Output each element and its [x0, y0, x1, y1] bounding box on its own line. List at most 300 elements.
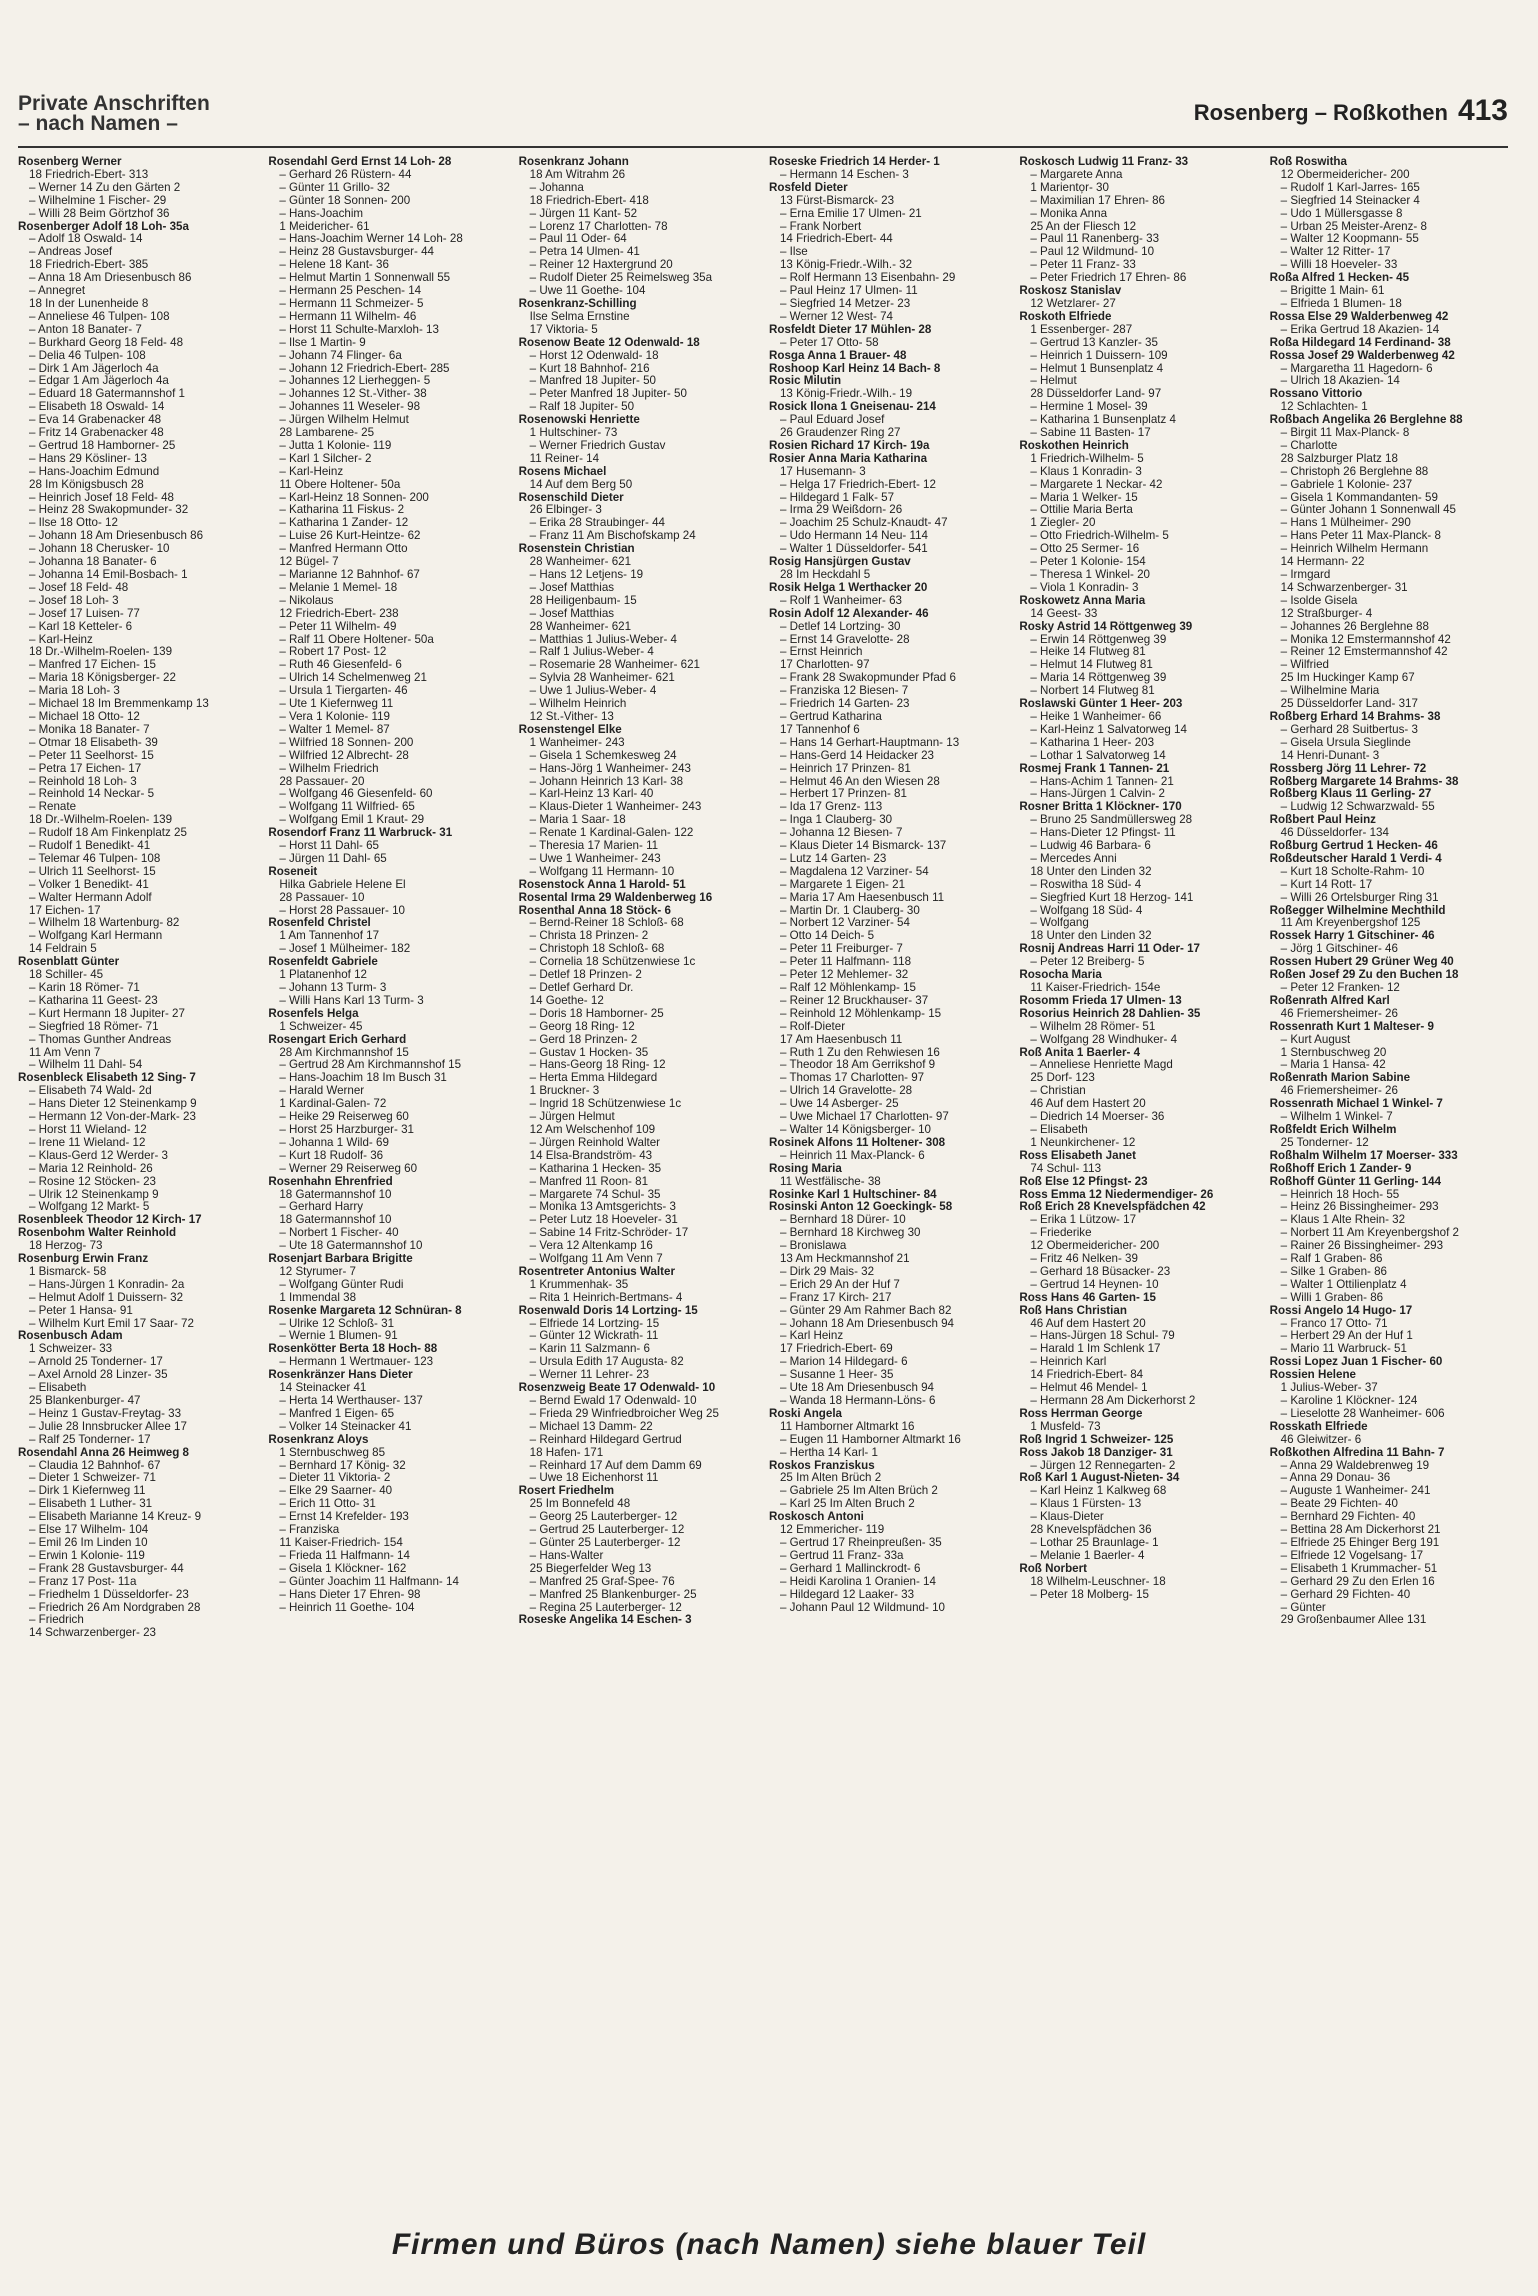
directory-entry: – Jürgen 11 Dahl- 65 [279, 852, 387, 865]
directory-entry: – Peter 12 Breiberg- 5 [1030, 956, 1145, 969]
directory-entry: Rosengart Erich Gerhard [268, 1033, 407, 1046]
directory-entry: – Ursula 1 Tiergarten- 46 [279, 685, 408, 698]
directory-entry: – Uwe 14 Asberger- 25 [779, 1098, 899, 1111]
directory-entry: – Johann 12 Friedrich-Ebert- 285 [279, 362, 450, 375]
directory-entry: – Walter 14 Königsberger- 10 [779, 1123, 931, 1136]
directory-entry: Roskosz Stanislav [1019, 285, 1122, 298]
directory-entry: – Silke 1 Graben- 86 [1280, 1265, 1387, 1278]
directory-entry: 28 Passauer- 20 [279, 775, 365, 788]
directory-entry: Roslawski Günter 1 Heer- 203 [1019, 698, 1183, 711]
directory-entry: – Gerhard 28 Suitbertus- 3 [1280, 723, 1418, 736]
directory-entry: – Lothar 1 Salvatorweg 14 [1030, 749, 1166, 762]
directory-entry: – Manfred 11 Roon- 81 [529, 1175, 649, 1188]
directory-entry: Rosenkränzer Hans Dieter [268, 1369, 413, 1382]
directory-entry: – Elisabeth Marianne 14 Kreuz- 9 [29, 1511, 202, 1524]
directory-entry: – Theresa 1 Winkel- 20 [1030, 569, 1150, 581]
directory-entry: 17 Husemann- 3 [779, 465, 866, 478]
directory-entry: – Kurt August [1280, 1033, 1351, 1046]
directory-entry: 18 Am Witrahm 26 [529, 168, 626, 181]
directory-entry: – Siegfried Kurt 18 Herzog- 141 [1030, 891, 1194, 904]
directory-entry: Ross Herrman George [1019, 1407, 1143, 1420]
directory-entry: – Klaus 1 Alte Rhein- 32 [1280, 1214, 1406, 1227]
directory-entry: – Irmgard [1280, 569, 1331, 581]
directory-entry: – Gertrud 17 Rheinpreußen- 35 [779, 1536, 942, 1549]
directory-entry: – Monika 18 Banater- 7 [29, 723, 150, 736]
directory-entry: Roßbert Paul Heinz [1269, 814, 1376, 827]
directory-entry: 18 Hafen- 171 [529, 1446, 604, 1459]
directory-entry: – Karoline 1 Klöckner- 124 [1280, 1395, 1418, 1407]
directory-entry: 18 Herzog- 73 [29, 1240, 103, 1253]
directory-entry: 12 Straßburger- 4 [1280, 607, 1373, 620]
directory-entry: – Friedrich 26 Am Nordgraben 28 [29, 1601, 201, 1614]
directory-entry: – Elisabeth 1 Luther- 31 [29, 1498, 153, 1511]
directory-entry: – Rita 1 Heinrich-Bertmans- 4 [529, 1291, 683, 1304]
directory-entry: – Siegfried 14 Metzer- 23 [779, 297, 911, 310]
directory-entry: – Wolfgang 18 Süd- 4 [1030, 904, 1143, 917]
directory-entry: – Rudolf 1 Benedikt- 41 [29, 840, 151, 853]
directory-entry: Roskothen Heinrich [1019, 439, 1129, 452]
directory-entry: – Vera 12 Altenkamp 16 [529, 1240, 653, 1253]
directory-entry: – Viola 1 Konradin- 3 [1030, 581, 1139, 594]
directory-entry: – Manfred 25 Blankenburger- 25 [529, 1588, 697, 1601]
directory-entry: 74 Schul- 113 [1030, 1162, 1102, 1175]
directory-entry: 14 Henri-Dunant- 3 [1280, 749, 1380, 762]
directory-entry: Roßhoff Erich 1 Zander- 9 [1269, 1162, 1412, 1175]
directory-entry: 1 Sternbuschweg 20 [1280, 1046, 1387, 1059]
directory-entry: – Johanna [529, 181, 584, 194]
directory-entry: – Michael 18 Im Bremmenkamp 13 [29, 698, 209, 711]
directory-entry: – Karl 18 Ketteler- 6 [29, 620, 133, 633]
directory-entry: 28 Heiligenbaum- 15 [529, 594, 637, 607]
directory-entry: 11 Am Venn 7 [29, 1046, 101, 1059]
directory-entry: – Peter 1 Kolonie- 154 [1030, 556, 1146, 569]
directory-entry: Roskoth Elfriede [1019, 310, 1112, 323]
directory-entry: Rossek Harry 1 Gitschiner- 46 [1269, 930, 1435, 943]
directory-entry: – Elisabeth 1 Krummacher- 51 [1280, 1562, 1438, 1575]
directory-entry: – Martin Dr. 1 Clauberg- 30 [779, 904, 920, 917]
directory-entry: – Siegfried 14 Steinacker 4 [1280, 194, 1420, 207]
directory-entry: – Johann 18 Am Driesenbusch 94 [779, 1317, 955, 1330]
directory-entry: Rosenfeldt Gabriele [268, 956, 378, 969]
directory-entry: – Wilfried 18 Sonnen- 200 [279, 736, 414, 749]
directory-entry: – Bernhard 18 Dürer- 10 [779, 1214, 906, 1227]
directory-entry: – Heinrich 18 Hoch- 55 [1280, 1188, 1400, 1201]
directory-entry: 14 Geest- 33 [1030, 607, 1098, 620]
directory-entry: 28 Wanheimer- 621 [529, 556, 632, 569]
directory-entry: Ross Hans 46 Garten- 15 [1019, 1291, 1156, 1304]
directory-entry: Roski Angela [768, 1407, 843, 1420]
directory-entry: Rosky Astrid 14 Röttgenweg 39 [1019, 620, 1193, 633]
directory-entry: Rossano Vittorio [1269, 388, 1363, 401]
directory-column-1 [18, 156, 256, 2166]
directory-entry: – Friederike [1030, 1227, 1092, 1240]
directory-entry: – Gerhard 1 Mallinckrodt- 6 [779, 1562, 921, 1575]
directory-entry: – Frank 28 Gustavsburger- 44 [29, 1562, 184, 1575]
directory-entry: – Ernst 14 Krefelder- 193 [279, 1511, 409, 1524]
directory-entry: – Kurt 18 Bahnhof- 216 [529, 362, 650, 375]
directory-entry: – Wolfgang Karl Hermann [29, 930, 163, 943]
directory-entry: 46 Auf dem Hastert 20 [1030, 1317, 1146, 1330]
directory-entry: – Erwin 1 Kolonie- 119 [29, 1549, 145, 1562]
directory-entry: – Gerhard 29 Fichten- 40 [1280, 1588, 1411, 1601]
directory-entry: 28 Im Königsbusch 28 [29, 478, 144, 491]
directory-entry: 13 König-Friedr.-Wilh.- 32 [779, 259, 913, 272]
directory-entry: – Georg 25 Lauterberger- 12 [529, 1511, 678, 1524]
directory-entry: Rosinke Karl 1 Hultschiner- 84 [768, 1188, 937, 1201]
directory-entry: – Franziska [279, 1524, 340, 1537]
directory-entry: – Walter 1 Memel- 87 [279, 723, 390, 736]
directory-entry: – Gisela Ursula Sieglinde [1280, 736, 1411, 749]
directory-entry: – Erna Emilie 17 Ulmen- 21 [779, 207, 922, 220]
directory-entry: – Otto 14 Deich- 5 [779, 930, 875, 943]
directory-entry: – Karl 25 Im Alten Bruch 2 [779, 1498, 915, 1511]
directory-entry: – Elisabeth 18 Oswald- 14 [29, 401, 165, 414]
directory-entry: – Udo 1 Müllersgasse 8 [1280, 207, 1403, 220]
directory-entry: – Hans-Dieter 12 Pfingst- 11 [1030, 827, 1176, 840]
directory-entry: – Joachim 25 Schulz-Knaudt- 47 [779, 517, 948, 530]
directory-entry: Rossi Angelo 14 Hugo- 17 [1269, 1304, 1413, 1317]
directory-entry: Rosenowski Henriette [518, 414, 640, 427]
directory-entry: – Harald 1 Im Schlenk 17 [1030, 1343, 1161, 1356]
directory-entry: 1 Mariento̦r- 30 [1030, 181, 1109, 194]
directory-entry: Rosenzweig Beate 17 Odenwald- 10 [518, 1382, 716, 1395]
directory-entry: Roseneit [268, 865, 318, 878]
directory-entry: Rosendahl Gerd Ernst 14 Loh- 28 [268, 156, 452, 168]
directory-entry: – Gertrud 14 Heynen- 10 [1030, 1278, 1159, 1291]
directory-entry: Roßegger Wilhelmine Mechthild [1269, 904, 1446, 917]
directory-entry: – Maria 18 Königsberger- 22 [29, 672, 176, 685]
directory-entry: 12 Friedrich-Ebert- 238 [279, 607, 399, 620]
directory-entry: – Hans-Georg 18 Ring- 12 [529, 1059, 666, 1072]
directory-entry: – Dirk 1 Kiefernweg 11 [29, 1485, 146, 1498]
directory-entry: – Gertrud 25 Lauterberger- 12 [529, 1524, 685, 1537]
directory-entry: – Ulrik 12 Steinenkamp 9 [29, 1188, 159, 1201]
directory-entry: – Elfriede 12 Vogelsang- 17 [1280, 1549, 1424, 1562]
directory-entry: Roßfeldt Erich Wilhelm [1269, 1123, 1397, 1136]
directory-entry: Rosomm Frieda 17 Ulmen- 13 [1019, 994, 1182, 1007]
directory-entry: – Gerhard 26 Rüstern- 44 [279, 168, 412, 181]
directory-entry: – Emil 26 Im Linden 10 [29, 1536, 148, 1549]
directory-entry: Ross Elisabeth Janet [1019, 1149, 1136, 1162]
directory-entry: – Heike 14 Flutweg 81 [1030, 646, 1146, 659]
directory-entry: – Reinhold 12 Möhlenkamp- 15 [779, 1007, 942, 1020]
directory-entry: – Maria 17 Am Haesenbusch 11 [779, 891, 945, 904]
directory-entry: 12 Bügel- 7 [279, 556, 339, 569]
directory-entry: Ilse Selma Ernstine [529, 310, 630, 323]
directory-entry: – Georg 18 Ring- 12 [529, 1020, 635, 1033]
directory-entry: 1 Wanheimer- 243 [529, 736, 625, 749]
directory-entry: – Bernd Ewald 17 Odenwald- 10 [529, 1395, 697, 1407]
directory-entry: 25 Düsseldorfer Land- 317 [1280, 698, 1418, 711]
directory-entry: – Siegfried 18 Römer- 71 [29, 1020, 159, 1033]
directory-entry: 18 Gatermannshof 10 [279, 1188, 392, 1201]
directory-entry: – Elisabeth [29, 1382, 87, 1395]
directory-entry: – Johann Paul 12 Wildmund- 10 [779, 1601, 945, 1614]
directory-entry: 1 Julius-Weber- 37 [1280, 1382, 1378, 1395]
directory-entry: – Birgit 11 Max-Planck- 8 [1280, 427, 1410, 440]
directory-entry: – Hermann 1 Wertmauer- 123 [279, 1356, 434, 1369]
directory-entry: 14 Goethe- 12 [529, 994, 604, 1007]
directory-entry: – Ingrid 18 Schützenwiese 1c [529, 1098, 682, 1111]
directory-entry: – Melanie 1 Memel- 18 [279, 581, 398, 594]
directory-entry: – Rosine 12 Stöcken- 23 [29, 1175, 156, 1188]
section-title-line1: Private Anschriften [18, 92, 210, 115]
directory-entry: – Bernd-Reiner 18 Schloß- 68 [529, 917, 684, 930]
directory-entry: – Vera 1 Kolonie- 119 [279, 710, 390, 723]
name-range: Rosenberg – Roßkothen [1193, 100, 1448, 125]
directory-entry: – Wolfgang 46 Giesenfeld- 60 [279, 788, 433, 801]
directory-entry: – Paul Heinz 17 Ulmen- 11 [779, 285, 918, 298]
directory-entry: – Renate 1 Kardinal-Galen- 122 [529, 827, 694, 840]
directory-entry: – Reinhard 17 Auf dem Damm 69 [529, 1459, 702, 1472]
directory-entry: – Monika 12 Emstermannshof 42 [1280, 633, 1451, 646]
directory-entry: – Peter 18 Molberg- 15 [1030, 1588, 1149, 1601]
directory-entry: – Heidi Karolina 1 Oranien- 14 [779, 1575, 936, 1588]
directory-entry: Roseske Friedrich 14 Herder- 1 [768, 156, 940, 168]
directory-entry: 1 Schweizer- 45 [279, 1020, 363, 1033]
directory-entry: 17 Charlotten- 97 [779, 659, 870, 672]
directory-entry: – Katharina 1 Heer- 203 [1030, 736, 1155, 749]
directory-entry: – Peter Manfred 18 Jupiter- 50 [529, 388, 687, 401]
directory-entry: 25 Im Huckinger Kamp 67 [1280, 672, 1415, 685]
directory-entry: – Erwin 14 Röttgenweg 39 [1030, 633, 1167, 646]
directory-column-6 [1270, 156, 1508, 2166]
directory-entry: 18 Unter den Linden 32 [1030, 930, 1152, 943]
directory-entry: – Franziska 12 Biesen- 7 [779, 685, 909, 698]
directory-entry: – Erich 11 Otto- 31 [279, 1498, 376, 1511]
directory-entry: Roßdeutscher Harald 1 Verdi- 4 [1269, 852, 1442, 865]
directory-entry: – Manfred 17 Eichen- 15 [29, 659, 156, 672]
directory-entry: Roßbach Angelika 26 Berglehne 88 [1269, 414, 1463, 427]
directory-entry: – Hans Peter 11 Max-Planck- 8 [1280, 530, 1441, 543]
directory-entry: – Anneliese 46 Tulpen- 108 [29, 310, 170, 323]
directory-entry: Roßkothen Alfredina 11 Bahn- 7 [1269, 1446, 1445, 1459]
directory-entry: – Rolf Hermann 13 Eisenbahn- 29 [779, 272, 956, 285]
directory-entry: – Günter 25 Lauterberger- 12 [529, 1536, 681, 1549]
directory-entry: – Petra 17 Eichen- 17 [29, 762, 142, 775]
directory-entry: – Hildegard 1 Falk- 57 [779, 491, 895, 504]
directory-entry: – Hans-Joachim [279, 207, 364, 220]
directory-entry: Roßberg Margarete 14 Brahms- 38 [1269, 775, 1459, 788]
directory-column-4 [769, 156, 1007, 2166]
directory-entry: – Peter 11 Franz- 33 [1030, 259, 1136, 272]
directory-entry: – Anneliese Henriette Magd [1030, 1059, 1173, 1072]
directory-entry: – Hans 29 Kösliner- 13 [29, 452, 147, 465]
directory-entry: – Magdalena 12 Varziner- 54 [779, 865, 929, 878]
directory-entry: 1 Kardinal-Galen- 72 [279, 1098, 387, 1111]
directory-entry: Roßburg Gertrud 1 Hecken- 46 [1269, 840, 1438, 853]
directory-entry: – Ilse 18 Otto- 12 [29, 517, 118, 530]
directory-entry: 14 Feldrain 5 [29, 943, 97, 956]
directory-entry: – Susanne 1 Heer- 35 [779, 1369, 894, 1382]
directory-entry: – Günter 18 Sonnen- 200 [279, 194, 411, 207]
directory-entry: – Gisela 1 Klöckner- 162 [279, 1562, 407, 1575]
directory-entry: – Thomas 17 Charlotten- 97 [779, 1072, 925, 1085]
directory-entry: – Bronislawa [779, 1240, 847, 1253]
directory-entry: 1 Meidericher- 61 [279, 220, 370, 233]
directory-entry: 12 Obermeidericher- 200 [1030, 1240, 1160, 1253]
directory-entry: Roß Karl 1 August-Nieten- 34 [1019, 1472, 1180, 1485]
directory-entry: – Heinrich 11 Max-Planck- 6 [779, 1149, 925, 1162]
directory-entry: – Josef 18 Loh- 3 [29, 594, 119, 607]
directory-entry: – Ralf 12 Möhlenkamp- 15 [779, 982, 916, 994]
directory-entry: – Marion 14 Hildegard- 6 [779, 1356, 908, 1369]
directory-entry: Rosenkranz Johann [518, 156, 629, 168]
directory-entry: Rosig Hansjürgen Gustav [768, 556, 911, 569]
directory-entry: Rosinek Alfons 11 Holtener- 308 [768, 1136, 946, 1149]
directory-entry: – Maria 1 Saar- 18 [529, 814, 626, 827]
directory-entry: – Manfred 1 Eigen- 65 [279, 1407, 395, 1420]
directory-entry: – Josef 18 Feld- 48 [29, 581, 129, 594]
directory-entry: – Sabine 11 Basten- 17 [1030, 427, 1151, 440]
directory-entry: 26 Elbinger- 3 [529, 504, 602, 517]
directory-entry: – Karl 1 Silcher- 2 [279, 452, 372, 465]
directory-entry: 14 Schwarzenberger- 31 [1280, 581, 1408, 594]
directory-entry: 14 Elsa-Brandström- 43 [529, 1149, 653, 1162]
directory-entry: – Arnold 25 Tonderner- 17 [29, 1356, 163, 1369]
directory-entry: – Michael 13 Damm- 22 [529, 1420, 653, 1433]
directory-entry: 1 Immendal 38 [279, 1291, 357, 1304]
directory-entry: 12 Obermeidericher- 200 [1280, 168, 1410, 181]
directory-entry: Rosenjart Barbara Brigitte [268, 1253, 413, 1266]
directory-entry: – Werner 11 Lehrer- 23 [529, 1369, 650, 1382]
directory-entry: – Monika 13 Amtsgerichts- 3 [529, 1201, 676, 1214]
directory-entry: Rossa Else 29 Walderbenweg 42 [1269, 310, 1449, 323]
directory-entry: 13 König-Friedr.-Wilh.- 19 [779, 388, 913, 401]
directory-entry: Rosert Friedhelm [518, 1485, 615, 1498]
directory-entry: – Horst 11 Wieland- 12 [29, 1123, 147, 1136]
directory-entry: – Mario 11 Warbruck- 51 [1280, 1343, 1407, 1356]
directory-entry: – Eugen 11 Hamborner Altmarkt 16 [779, 1433, 961, 1446]
directory-entry: – Bruno 25 Sandmüllersweg 28 [1030, 814, 1193, 827]
directory-entry: – Hermann 14 Eschen- 3 [779, 168, 909, 181]
directory-entry: – Claudia 12 Bahnhof- 67 [29, 1459, 161, 1472]
directory-entry: – Uwe 11 Goethe- 104 [529, 285, 646, 298]
directory-entry: – Isolde Gisela [1280, 594, 1358, 607]
directory-entry: – Peter Lutz 18 Hoeveler- 31 [529, 1214, 678, 1227]
directory-entry: 11 Am Kreyenbergshof 125 [1280, 917, 1421, 930]
directory-entry: – Anna 18 Am Driesenbusch 86 [29, 272, 192, 285]
directory-entry: – Regina 25 Lauterberger- 12 [529, 1601, 682, 1614]
directory-entry: – Herbert 29 An der Huf 1 [1280, 1330, 1413, 1343]
directory-entry: – Günter 11 Grillo- 32 [279, 181, 390, 194]
directory-entry: – Wolfgang Günter Rudi [279, 1278, 404, 1291]
directory-entry: – Horst 11 Schulte-Marxloh- 13 [279, 323, 439, 336]
directory-entry: – Frieda 29 Winfriedbroicher Weg 25 [529, 1407, 719, 1420]
directory-entry: Rosenbleek Theodor 12 Kirch- 17 [18, 1214, 202, 1227]
directory-entry: 1 Platanenhof 12 [279, 969, 368, 982]
directory-entry: 28 Im Heckdahl 5 [779, 569, 871, 581]
directory-entry: Rosenblatt Günter [18, 956, 120, 969]
directory-entry: – Hans 12 Letjens- 19 [529, 569, 644, 581]
directory-entry: 11 Kaiser-Friedrich- 154e [1030, 982, 1161, 994]
directory-entry: Rosenburg Erwin Franz [18, 1253, 149, 1266]
directory-entry: – Reiner 12 Emstermannshof 42 [1280, 646, 1448, 659]
directory-entry: – Katharina 11 Geest- 23 [29, 994, 158, 1007]
directory-entry: – Werner 12 West- 74 [779, 310, 893, 323]
directory-entry: 1 Essenberger- 287 [1030, 323, 1133, 336]
directory-entry: – Fritz 14 Grabenacker 48 [29, 427, 164, 440]
directory-entry: – Heinz 1 Gustav-Freytag- 33 [29, 1407, 182, 1420]
directory-entry: – Else 17 Wilhelm- 104 [29, 1524, 149, 1537]
directory-entry: – Dieter 1 Schweizer- 71 [29, 1472, 156, 1485]
directory-entry: Roßberg Erhard 14 Brahms- 38 [1269, 710, 1441, 723]
directory-entry: Rosenke Margareta 12 Schnüran- 8 [268, 1304, 462, 1317]
directory-entry: 18 Friedrich-Ebert- 418 [529, 194, 649, 207]
directory-entry: – Hans-Jürgen 1 Konradin- 2a [29, 1278, 185, 1291]
directory-entry: – Peter 11 Halfmann- 118 [779, 956, 912, 969]
directory-entry: – Matthias 1 Julius-Weber- 4 [529, 633, 678, 646]
directory-entry: – Rainer 26 Bissingheimer- 293 [1280, 1240, 1444, 1253]
directory-entry: – Helmut Martin 1 Sonnenwall 55 [279, 272, 451, 285]
directory-column-3 [519, 156, 757, 2166]
directory-entry: 11 Obere Holtener- 50a [279, 478, 401, 491]
page-range-heading [1194, 94, 1508, 128]
directory-entry: – Willi Hans Karl 13 Turm- 3 [279, 994, 424, 1007]
directory-entry: Rosentreter Antonius Walter [518, 1265, 675, 1278]
directory-entry: – Mercedes Anni [1030, 852, 1117, 865]
directory-entry: – Gisela 1 Kommandanten- 59 [1280, 491, 1438, 504]
directory-entry: – Frank 28 Swakopmunder Pfad 6 [779, 672, 956, 685]
directory-entry: – Hans-Walter [529, 1549, 604, 1562]
directory-entry: – Margarete 1 Eigen- 21 [779, 878, 906, 891]
directory-entry: – Wilhelm Friedrich [279, 762, 379, 775]
directory-entry: Rosing Maria [768, 1162, 842, 1175]
directory-entry: – Delia 46 Tulpen- 108 [29, 349, 146, 362]
directory-entry: – Günter Joachim 11 Halfmann- 14 [279, 1575, 459, 1588]
directory-entry: – Maria 12 Reinhold- 26 [29, 1162, 153, 1175]
directory-entry: – Wilhelm Kurt Emil 17 Saar- 72 [29, 1317, 194, 1330]
directory-entry: – Ruth 46 Giesenfeld- 6 [279, 659, 402, 672]
directory-entry: – Franz 17 Post- 11a [29, 1575, 137, 1588]
directory-entry: 1 Hultschiner- 73 [529, 427, 618, 440]
directory-entry: – Franz 17 Kirch- 217 [779, 1291, 892, 1304]
directory-entry: – Maria 1 Hansa- 42 [1280, 1059, 1386, 1072]
directory-entry: – Hans-Achim 1 Tannen- 21 [1030, 775, 1174, 788]
directory-entry: – Katharina 11 Fiskus- 2 [279, 504, 405, 517]
directory-entry: Rosinski Anton 12 Goeckingk- 58 [768, 1201, 953, 1214]
directory-entry: – Karl-Heinz [29, 633, 93, 646]
directory-entry: 13 Am Heckmannshof 21 [779, 1253, 910, 1266]
directory-entry: – Jürgen Reinhold Walter [529, 1136, 661, 1149]
directory-entry: – Klaus 1 Fürsten- 13 [1030, 1498, 1142, 1511]
directory-entry: Rosien Richard 17 Kirch- 19a [768, 439, 930, 452]
directory-entry: – Wilfried [1280, 659, 1329, 672]
directory-entry: – Paul 11 Ranenberg- 33 [1030, 233, 1160, 246]
directory-entry: 1 Ziegler- 20 [1030, 517, 1096, 530]
directory-entry: – Detlef Gerhard Dr. [529, 982, 634, 994]
directory-entry: – Gerhard Harry [279, 1201, 364, 1214]
directory-entry: Rossenrath Michael 1 Winkel- 7 [1269, 1098, 1443, 1111]
directory-entry: – Hans Dieter 12 Steinenkamp 9 [29, 1098, 197, 1111]
directory-entry: – Volker 1 Benedikt- 41 [29, 878, 149, 891]
directory-entry: 28 Knevelspfädchen 36 [1030, 1524, 1152, 1537]
directory-entry: 25 Biegerfelder Weg 13 [529, 1562, 652, 1575]
directory-entry: – Heinrich Wilhelm Hermann [1280, 543, 1429, 556]
directory-entry: – Hermann 28 Am Dickerhorst 2 [1030, 1395, 1196, 1407]
directory-entry: – Edgar 1 Am Jägerloch 4a [29, 375, 169, 388]
directory-entry: Rossi Lopez Juan 1 Fischer- 60 [1269, 1356, 1443, 1369]
directory-entry: – Erika 28 Straubinger- 44 [529, 517, 665, 530]
directory-entry: – Paul 12 Wildmund- 10 [1030, 246, 1155, 259]
directory-entry: – Cornelia 18 Schützenwiese 1c [529, 956, 696, 969]
directory-entry: – Helmut 14 Flutweg 81 [1030, 659, 1153, 672]
directory-entry: – Ralf 1 Julius-Weber- 4 [529, 646, 654, 659]
directory-entry: – Otmar 18 Elisabeth- 39 [29, 736, 158, 749]
directory-entry: – Heinrich Karl [1030, 1356, 1107, 1369]
directory-entry: – Anton 18 Banater- 7 [29, 323, 142, 336]
directory-entry: – Josef Matthias [529, 607, 615, 620]
